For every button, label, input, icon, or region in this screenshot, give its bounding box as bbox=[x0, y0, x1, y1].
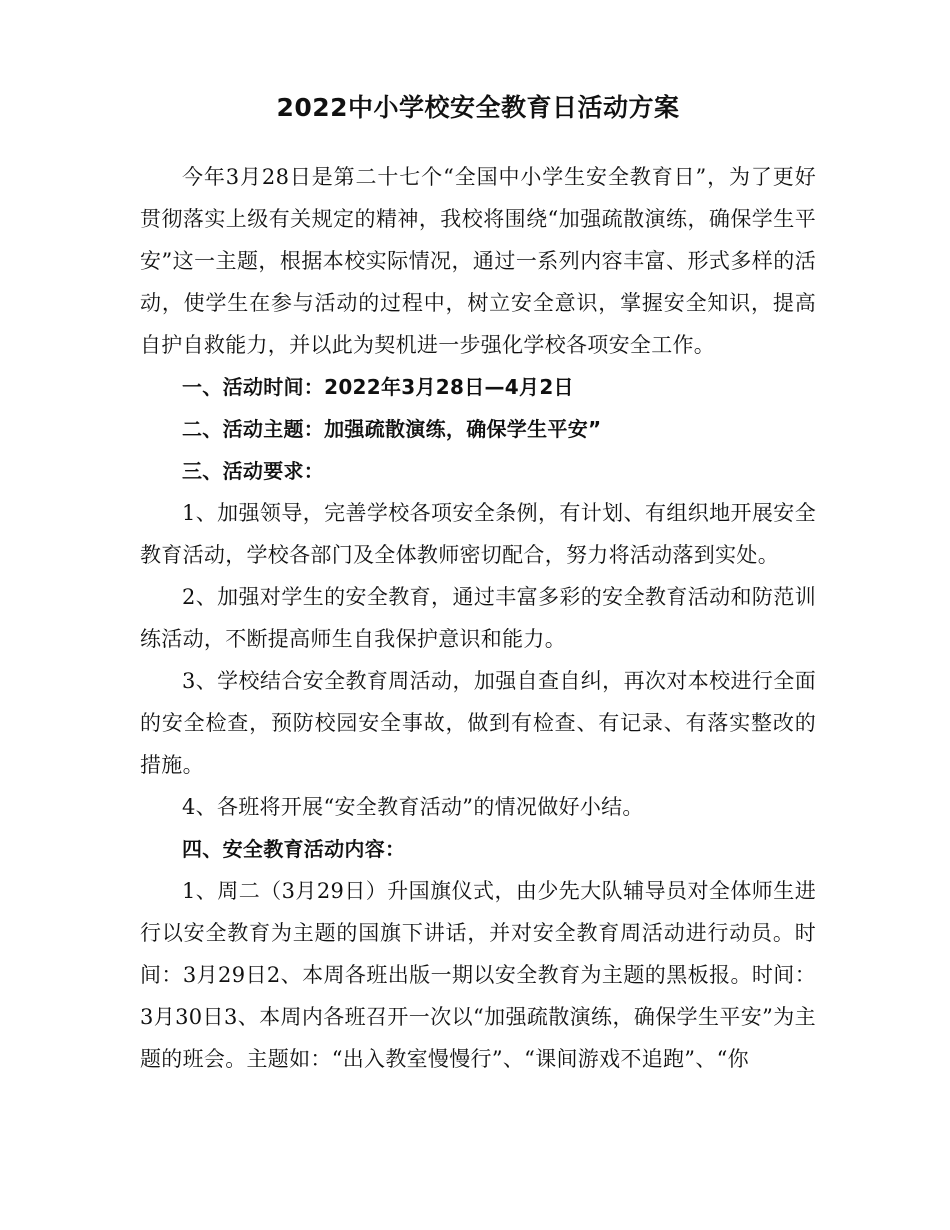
requirement-item-3: 3、学校结合安全教育周活动，加强自查自纠，再次对本校进行全面的安全检查，预防校园安全事故，做到有检查、有记录、有落实整改的措施。 bbox=[140, 669, 816, 777]
intro-paragraph: 今年3月28日是第二十七个“全国中小学生安全教育日”，为了更好贯彻落实上级有关规定的精神，我校将围绕“加强疏散演练，确保学生平安”这一主题，根据本校实际情况，通过一系列内容丰富、形式多样的活动，使学生在参与活动的过程中，树立安全意识，掌握安全知识，提高自护自救能力，并以此为契机进一步强化学校各项安全工作。 bbox=[140, 165, 816, 357]
requirement-item-1: 1、加强领导，完善学校各项安全条例，有计划、有组织地开展安全教育活动，学校各部门及全体教师密切配合，努力将活动落到实处。 bbox=[140, 501, 816, 567]
activity-content-paragraph: 1、周二（3月29日）升国旗仪式，由少先大队辅导员对全体师生进行以安全教育为主题的国旗下讲话，并对安全教育周活动进行动员。时间：3月29日2、本周各班出版一期以安全教育为主题的黑板报。时间：3月30日3、本周内各班召开一次以“加强疏散演练，确保学生平安”为主题的班会。主题如：“出入教室慢慢行”、“课间游戏不追跑”、“你 bbox=[140, 879, 816, 1071]
section-heading-time: 一、活动时间：2022年3月28日—4月2日 bbox=[182, 375, 574, 399]
document-title: 2022中小学校安全教育日活动方案 bbox=[276, 93, 680, 122]
document-page bbox=[140, 88, 816, 1080]
requirement-item-4: 4、各班将开展“安全教育活动”的情况做好小结。 bbox=[182, 795, 644, 819]
requirement-item-2: 2、加强对学生的安全教育，通过丰富多彩的安全教育活动和防范训练活动，不断提高师生自我保护意识和能力。 bbox=[140, 585, 816, 651]
section-heading-requirements: 三、活动要求： bbox=[182, 459, 325, 483]
section-heading-activities: 四、安全教育活动内容： bbox=[182, 837, 406, 861]
section-heading-theme: 二、活动主题：加强疏散演练，确保学生平安” bbox=[182, 417, 602, 441]
